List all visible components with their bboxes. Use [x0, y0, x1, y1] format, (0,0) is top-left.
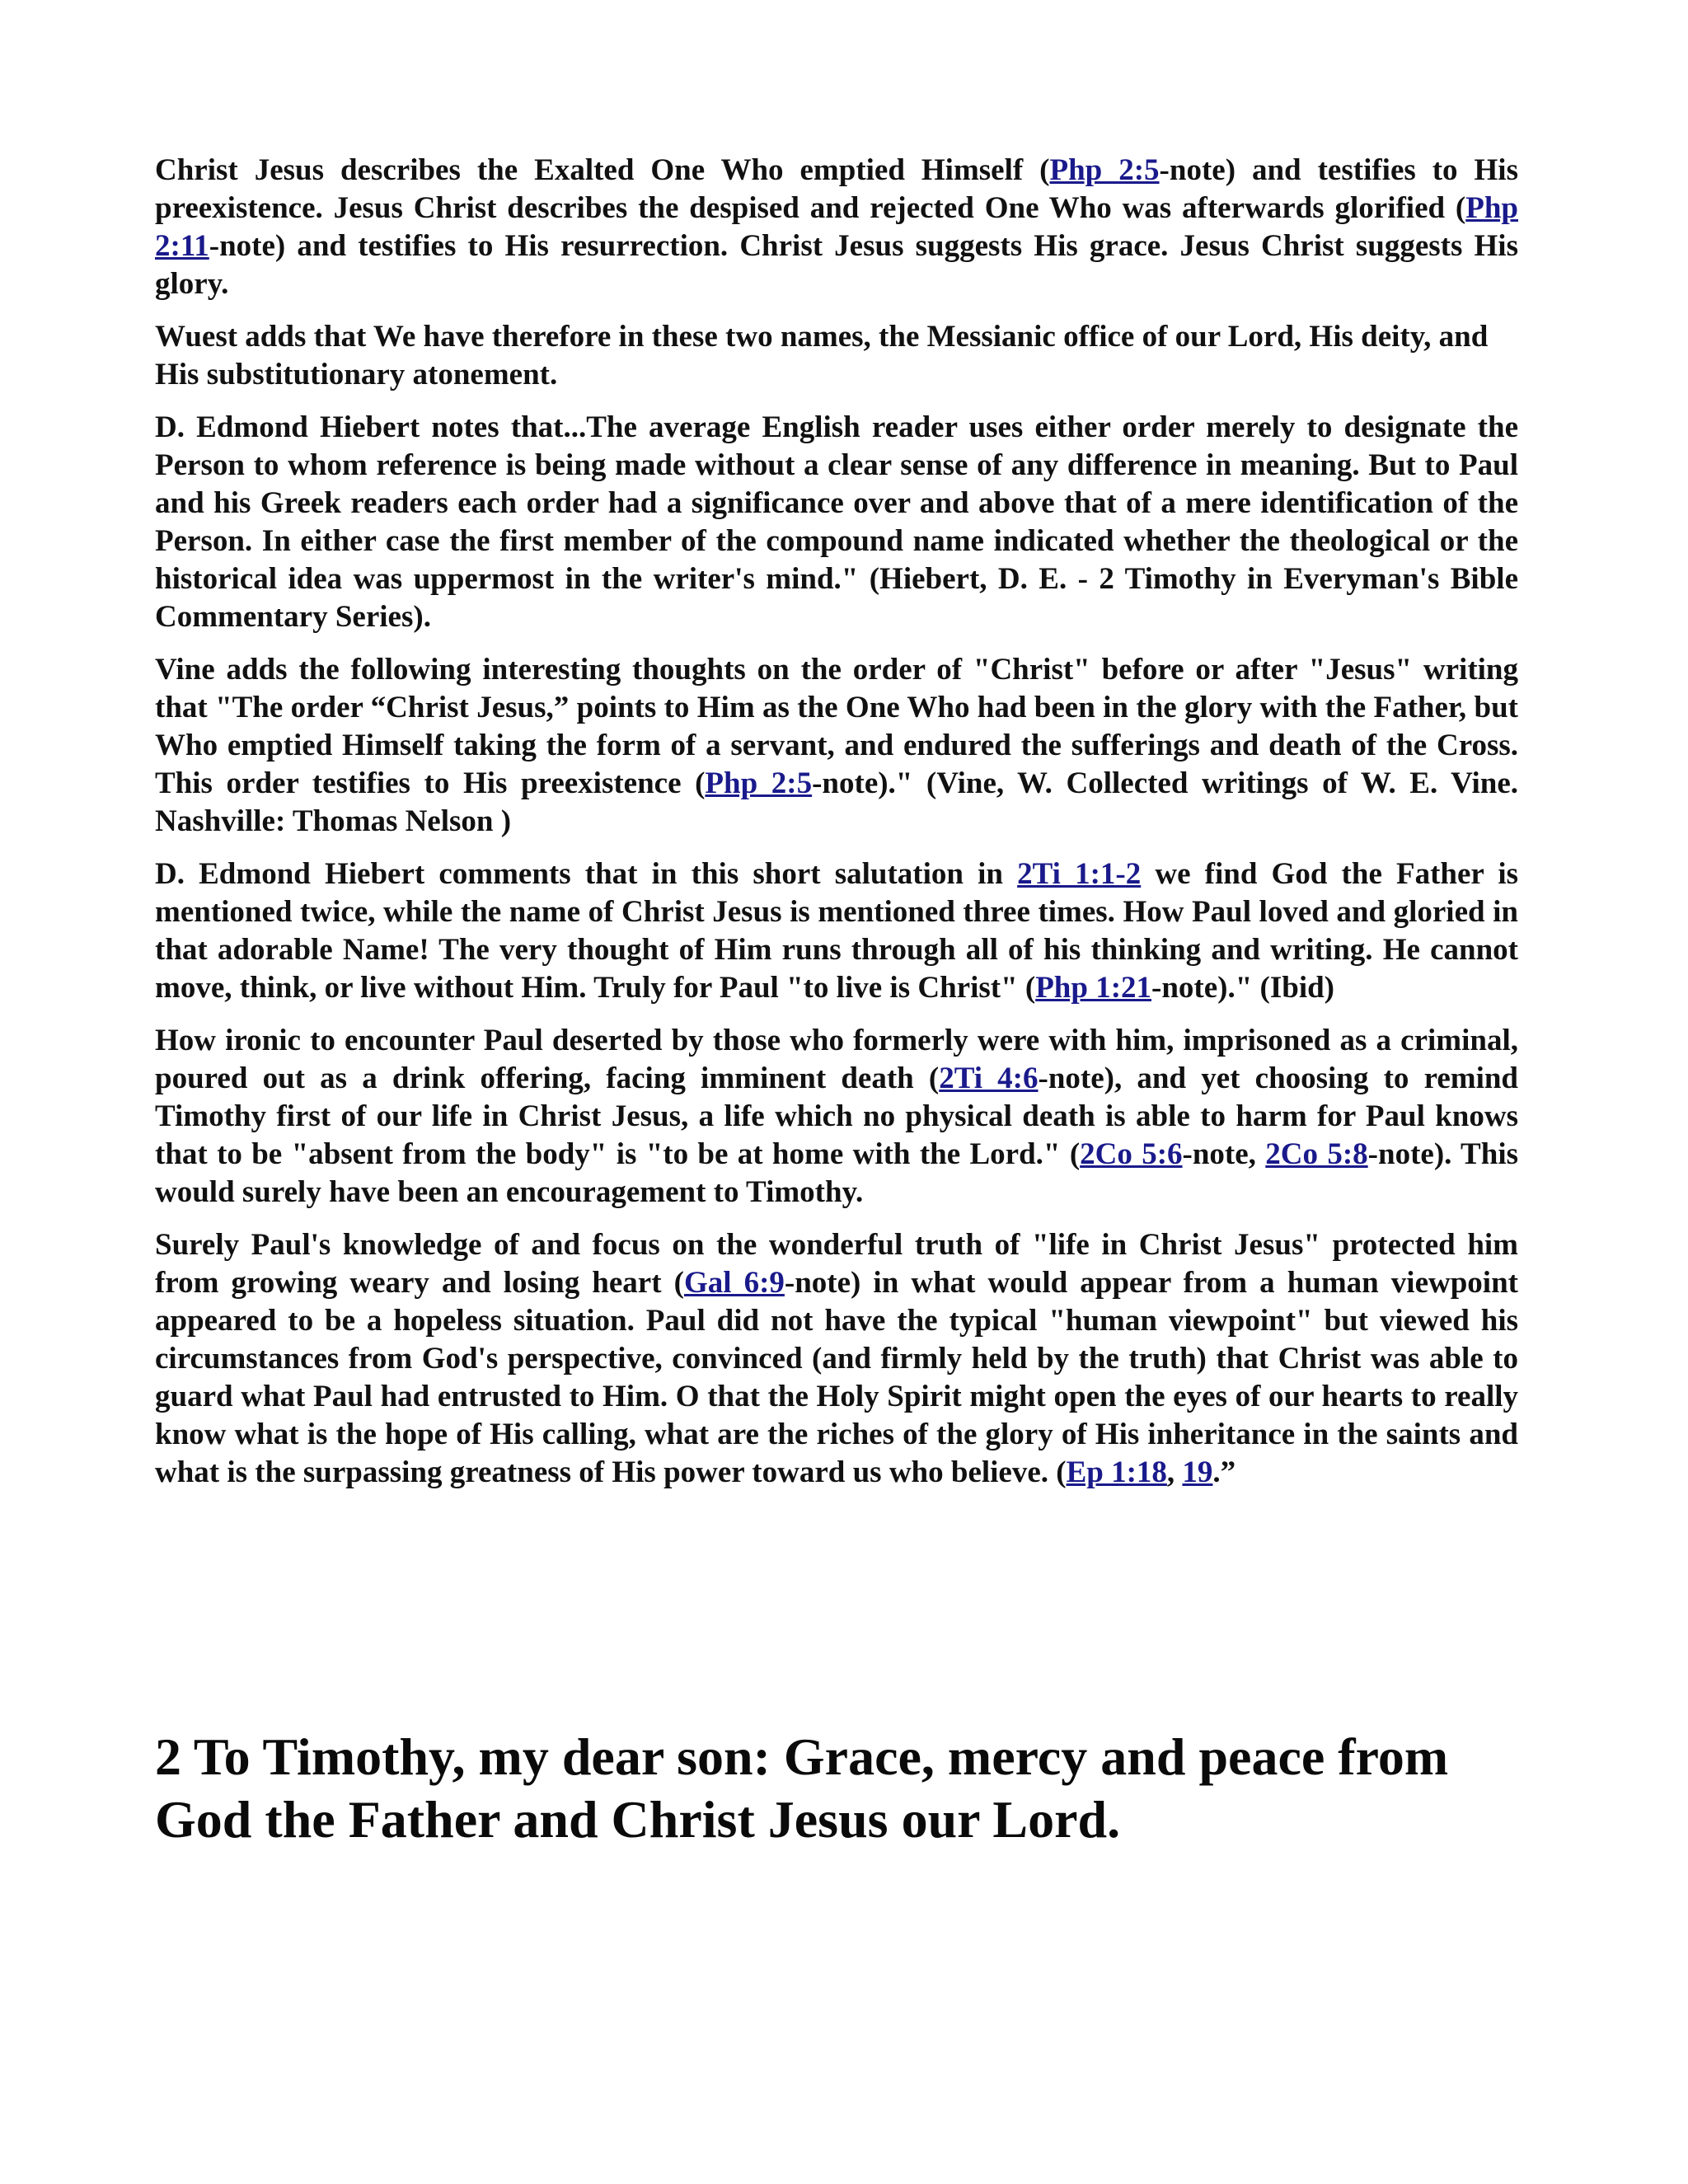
scripture-reference-link[interactable]: Gal 6:9 — [683, 1266, 785, 1300]
commentary-paragraph-3 — [155, 409, 1518, 636]
scripture-reference-link[interactable]: 2Ti 1:1-2 — [1017, 857, 1142, 891]
scripture-reference-link[interactable]: 2Co 5:6 — [1080, 1137, 1183, 1171]
paragraph-text: -note)." (Vine, W. Collected writings of W. E. Vine. Nashville: Thomas Nelson ) — [155, 766, 1519, 838]
commentary-paragraph-1 — [155, 152, 1518, 303]
commentary-body — [155, 152, 1518, 1492]
commentary-paragraph-7 — [155, 1226, 1518, 1492]
commentary-paragraph-6 — [155, 1022, 1518, 1212]
paragraph-text: How ironic to encounter Paul deserted by those who formerly were with him, imprisoned as a criminal, poured out as a drink offering, facing imminent death ( — [155, 1024, 1518, 1095]
document-page — [155, 152, 1519, 1849]
scripture-reference-link[interactable]: 2Co 5:8 — [1265, 1137, 1368, 1171]
scripture-reference-link[interactable]: Php 2:5 — [1049, 153, 1160, 187]
paragraph-text: -note) in what would appear from a human viewpoint appeared to be a hopeless situation. Paul did not have the typical "human viewpoint" but viewed his circumstances from God's perspective, convinced (and firmly held by the truth) that Christ was able to guard what Paul had entrusted to Him. O that the Holy Spirit might open the eyes of our hearts to really know what is the hope of His calling, what are the riches of the glory of His inheritance in the saints and what is the surpassing greatness of His power toward us who believe. ( — [155, 1266, 1518, 1489]
paragraph-text: Wuest adds that We have therefore in these two names, the Messianic office of our Lord, His deity, and His substitutionary atonement. — [155, 320, 1489, 391]
scripture-reference-link[interactable]: Php 1:21 — [1035, 971, 1152, 1005]
paragraph-text: -note) and testifies to His preexistence. Jesus Christ describes the despised and rejected One Who was afterwards glorified ( — [155, 153, 1518, 225]
paragraph-text: D. Edmond Hiebert comments that in this short salutation in — [155, 857, 1018, 891]
paragraph-text: -note), and yet choosing to remind Timothy first of our life in Christ Jesus, a life which no physical death is able to harm for Paul knows that to be "absent from the body" is "to be at home with the Lord." ( — [155, 1062, 1518, 1171]
paragraph-text: .” — [1212, 1455, 1236, 1489]
scripture-reference-link[interactable]: 19 — [1182, 1455, 1213, 1489]
paragraph-text: Christ Jesus describes the Exalted One Who emptied Himself ( — [155, 153, 1050, 187]
verse-heading: 2 To Timothy, my dear son: Grace, mercy and peace from God the Father and Christ Jesus our Lord. — [155, 1727, 1449, 1849]
paragraph-text: Surely Paul's knowledge of and focus on the wonderful truth of "life in Christ Jesus" protected him from growing weary and losing heart ( — [155, 1228, 1518, 1300]
paragraph-text: Vine adds the following interesting thoughts on the order of "Christ" before or after "Jesus" writing that "The order “Christ Jesus,” points to Him as the One Who had been in the glory with the Father, but Who emptied Himself taking the form of a servant, and endured the sufferings and death of the Cross. This order testifies to His preexistence ( — [155, 653, 1518, 800]
scripture-reference-link[interactable]: Php 2:5 — [705, 766, 813, 800]
scripture-reference-link[interactable]: 2Ti 4:6 — [939, 1062, 1039, 1095]
commentary-paragraph-5 — [155, 855, 1518, 1007]
paragraph-text: -note)." (Ibid) — [1151, 971, 1334, 1005]
paragraph-text: -note). This would surely have been an encouragement to Timothy. — [155, 1137, 1518, 1209]
commentary-paragraph-4 — [155, 651, 1518, 841]
paragraph-text: D. Edmond Hiebert notes that...The average English reader uses either order merely to designate the Person to whom reference is being made without a clear sense of any difference in meaning. But to Paul and his Greek readers each order had a significance over and above that of a mere identification of the Person. In either case the first member of the compound name indicated whether the theological or the historical idea was uppermost in the writer's mind." (Hiebert, D. E. - 2 Timothy in Everyman's Bible Commentary Series). — [155, 410, 1518, 634]
paragraph-text: , — [1166, 1455, 1183, 1489]
scripture-reference-link[interactable]: Php 2:11 — [155, 191, 1518, 263]
paragraph-text: -note) and testifies to His resurrection. Christ Jesus suggests His grace. Jesus Christ suggests His glory. — [155, 229, 1518, 301]
commentary-paragraph-2 — [155, 318, 1518, 394]
paragraph-text: we find God the Father is mentioned twice, while the name of Christ Jesus is mentioned three times. How Paul loved and gloried in that adorable Name! The very thought of Him runs through all of his thinking and writing. He cannot move, think, or live without Him. Truly for Paul "to live is Christ" ( — [155, 857, 1519, 1005]
scripture-reference-link[interactable]: Ep 1:18 — [1066, 1455, 1167, 1489]
paragraph-text: -note, — [1182, 1137, 1266, 1171]
